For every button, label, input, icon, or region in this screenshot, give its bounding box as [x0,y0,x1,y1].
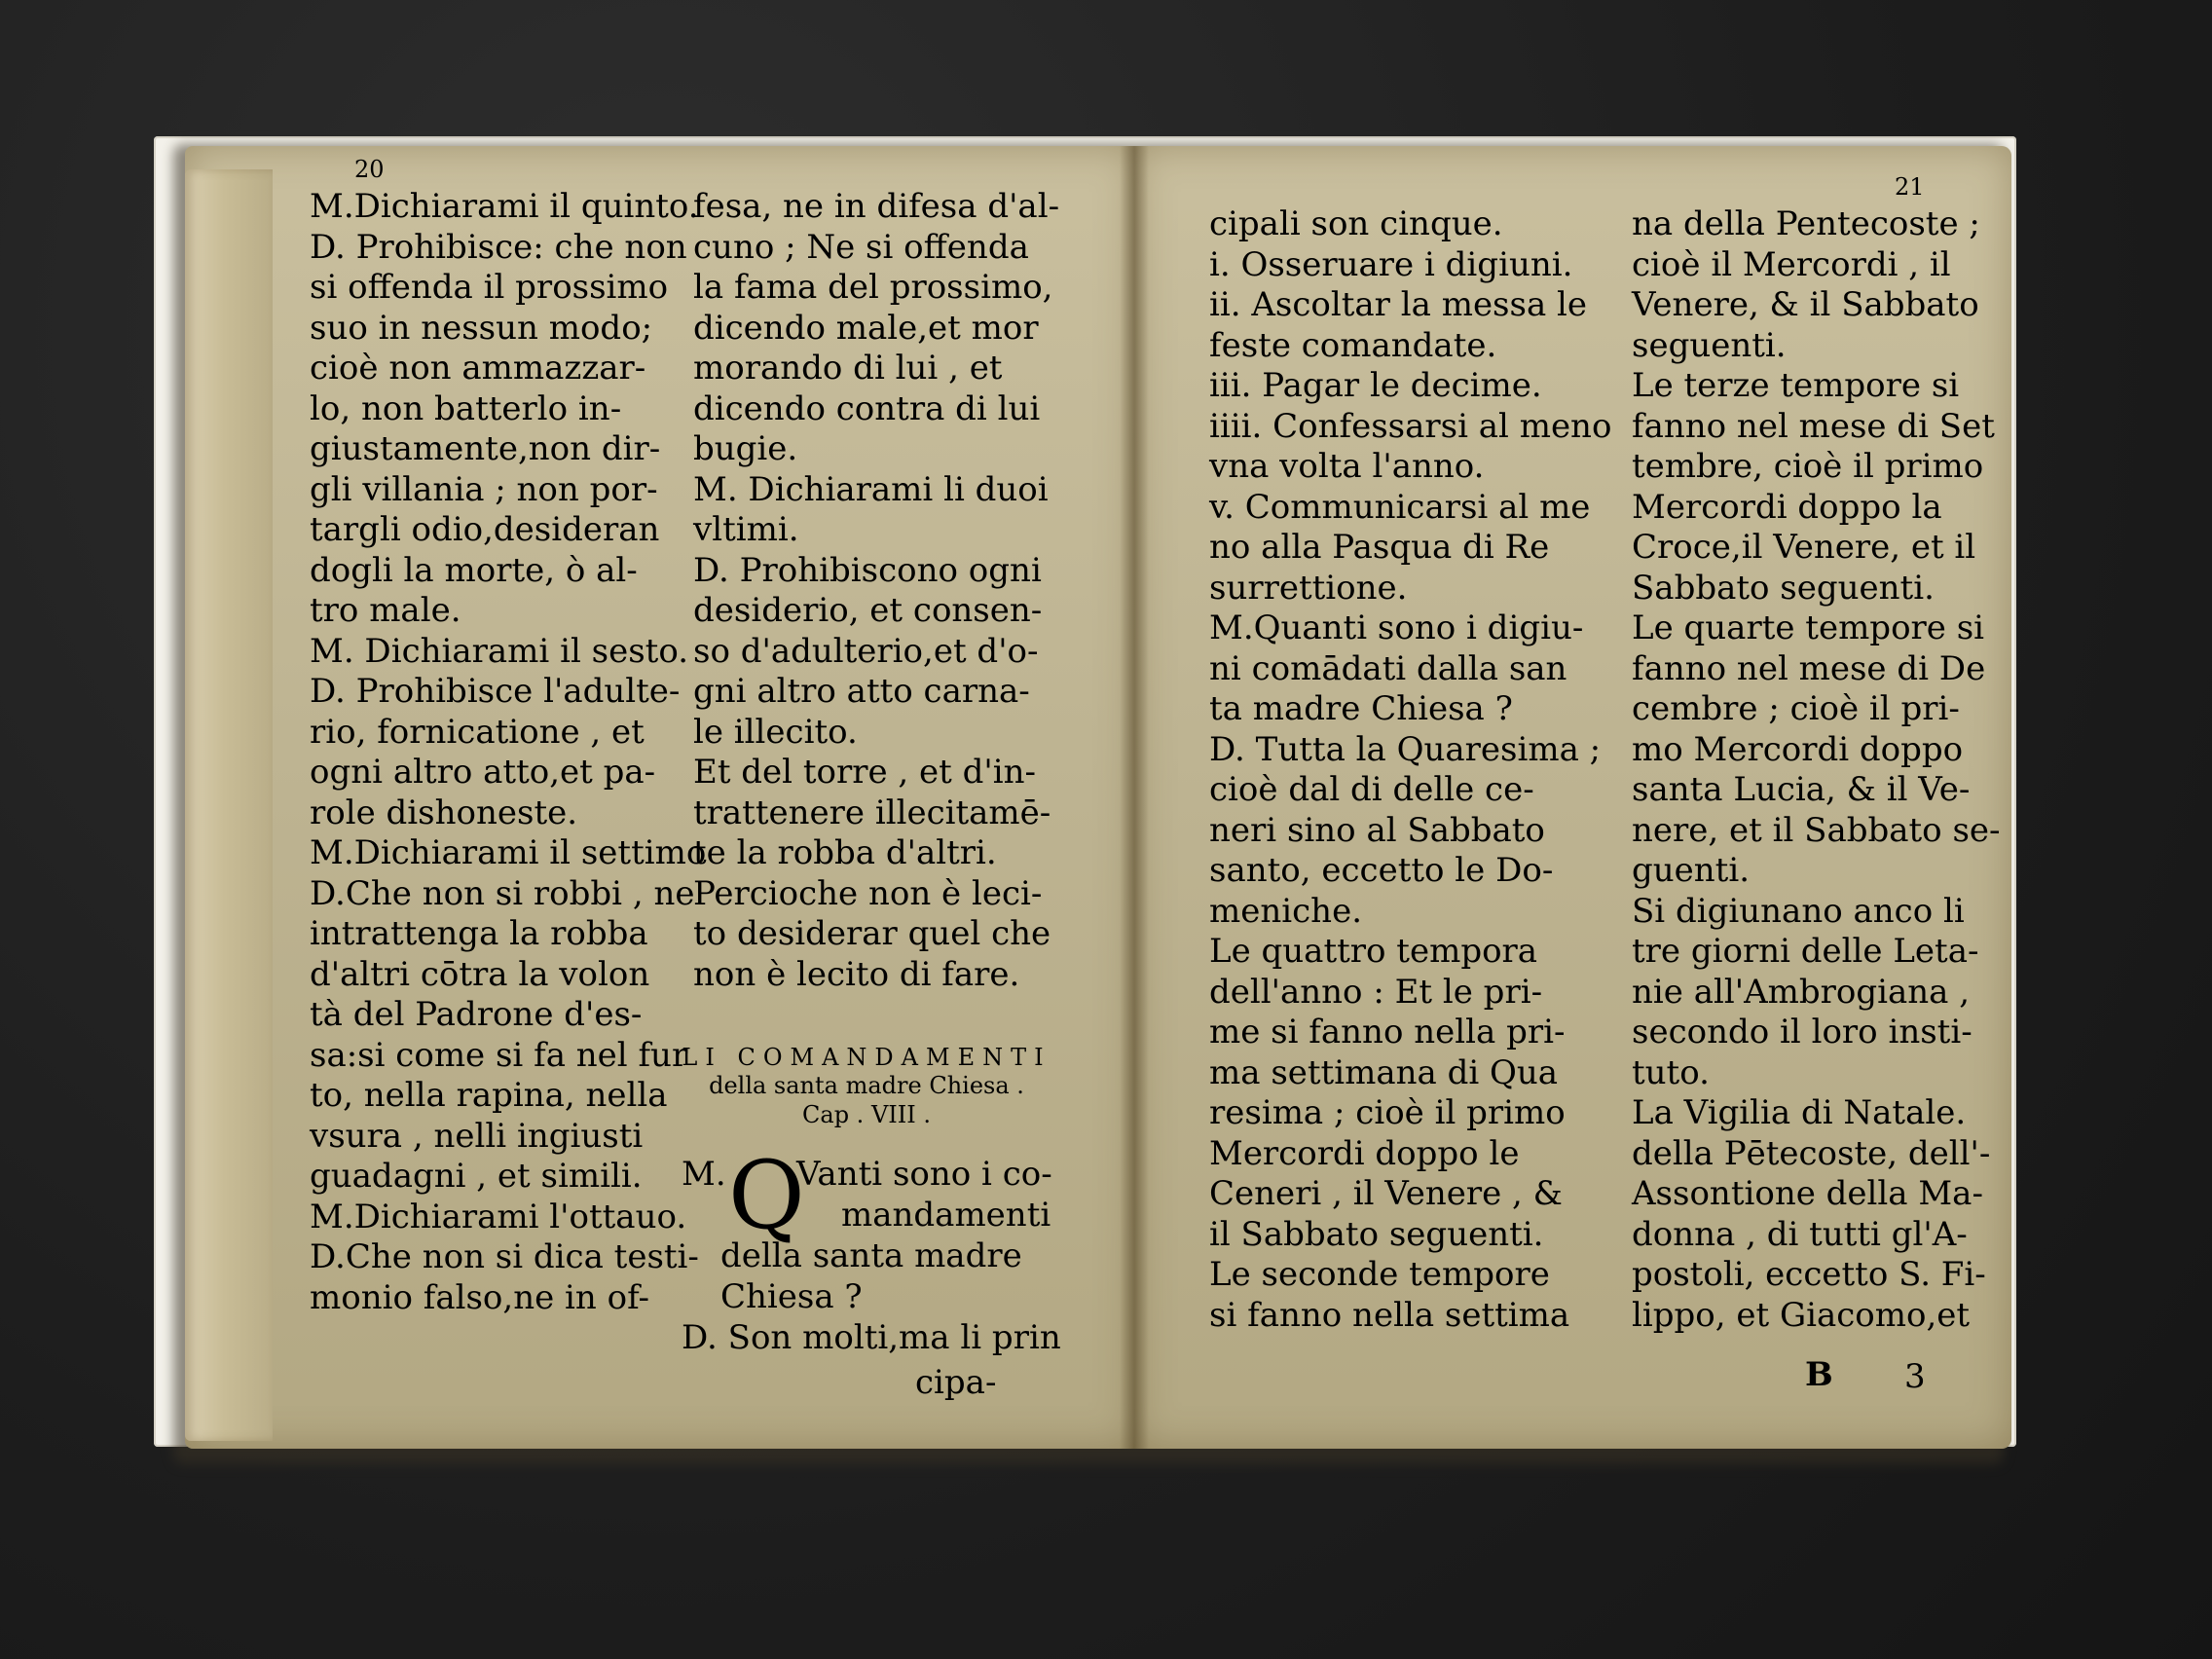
right-col2-line: Le terze tempore si [1632,366,1960,405]
left-col2-line: fesa, ne in difesa d'al- [693,187,1060,226]
right-col1-line: dell'anno : Et le pri- [1209,972,1543,1012]
left-col2-line: la fama del prossimo, [693,268,1053,307]
left-col1-line: D. Prohibisce l'adulte- [310,672,681,711]
right-col1-line: D. Tutta la Quaresima ; [1209,729,1602,769]
right-page-column-1 [1209,204,1611,1336]
left-col2-line: bugie. [693,429,798,468]
right-col1-line: ni comādati dalla san [1209,648,1567,688]
catchword: cipa- [915,1363,997,1402]
left-col1-line: tro male. [310,591,461,630]
left-col2-line: so d'adulterio,et d'o- [693,631,1039,671]
right-col2-line: cioè il Mercordi , il [1632,244,1951,284]
left-col2-line: cuno ; Ne si offenda [693,227,1029,267]
left-col1-line: d'altri cōtra la volon [310,954,650,994]
right-col1-line: me si fanno nella pri- [1209,1013,1566,1051]
right-col1-line: feste comandate. [1209,325,1497,365]
left-col1-line: si offenda il prossimo [310,268,669,307]
right-col2-line: Si digiunano anco li [1632,891,1965,931]
right-col2-line: cembre ; cioè il pri- [1632,689,1960,728]
left-col1-line: M.Dichiarami l'ottauo. [310,1197,687,1236]
right-col2-line: donna , di tutti gl'A- [1632,1214,1968,1254]
left-col1-line: intrattenga la robba [310,914,648,953]
right-col1-line: i. Osseruare i digiuni. [1209,244,1573,284]
right-col1-line: resima ; cioè il primo [1209,1093,1566,1132]
right-col2-line: secondo il loro insti- [1632,1013,1972,1051]
signature-number: 3 [1904,1357,1926,1396]
left-col1-line: M.Dichiarami il settimo [310,833,707,872]
left-col2-line: Et del torre , et d'in- [693,753,1037,792]
left-col2-line: gni altro atto carna- [693,672,1030,711]
left-col2-line: vltimi. [693,510,799,549]
right-col2-line: na della Pentecoste ; [1632,204,1980,243]
right-col2-line: nere, et il Sabbato se- [1632,810,2001,850]
right-col1-line: ii. Ascoltar la messa le [1209,285,1588,324]
left-col2-line: dicendo contra di lui [693,388,1041,428]
left-col1-line: giustamente,non dir- [310,429,661,468]
left-col1-line: suo in nessun modo; [310,308,653,348]
q-line-5: D. Son molti,ma li prin [682,1318,1061,1357]
right-col2-line: mo Mercordi doppo [1632,729,1964,769]
right-col2-line: Croce,il Venere, et il [1632,528,1976,567]
left-col1-line: rio, fornicatione , et [310,712,645,752]
q-line-3: della santa madre [720,1236,1022,1275]
left-col2-line: desiderio, et consen- [693,591,1043,630]
right-col2-line: tuto. [1632,1052,1710,1092]
left-col1-line: M. Dichiarami il sesto. [310,631,689,671]
right-col2-line: guenti. [1632,851,1751,890]
left-page-edge [185,169,273,1441]
right-col1-line: ta madre Chiesa ? [1209,689,1513,728]
q-line-2: mandamenti [841,1196,1051,1235]
right-col2-line: postoli, eccetto S. Fi- [1632,1255,1986,1294]
right-col1-line: M.Quanti sono i digiu- [1209,608,1584,647]
right-col2-line: fanno nel mese di De [1632,648,1986,688]
chapter-heading-number: Cap . VIII . [802,1101,931,1128]
left-col2-line: to desiderar quel che [693,914,1051,953]
left-col1-line: gli villania ; non por- [310,469,658,509]
right-col2-line: tembre, cioè il primo [1632,447,1984,486]
right-col2-line: della Pētecoste, dell'- [1632,1133,1991,1173]
right-col1-line: iiii. Confessarsi al meno [1209,406,1612,446]
right-col1-line: no alla Pasqua di Re [1209,528,1550,567]
left-col1-line: D. Prohibisce: che non [310,227,687,267]
right-col1-line: santo, eccetto le Do- [1209,851,1554,890]
left-col2-line: dicendo male,et mor [693,308,1039,348]
left-col2-line: Percioche non è leci- [693,873,1043,913]
right-col1-line: cioè dal di delle ce- [1209,770,1534,809]
left-col1-line: vsura , nelli ingiusti [310,1116,644,1156]
right-col2-line: Venere, & il Sabbato [1632,285,1979,324]
chapter-heading-title: LI COMANDAMENTI [682,1044,1051,1071]
signature-mark: B [1805,1355,1833,1394]
q-line-1: Vanti sono i co- [796,1155,1052,1194]
left-col1-line: D.Che non si dica testi- [310,1237,699,1276]
left-col2-line: non è lecito di fare. [693,954,1020,994]
right-page-column-2 [1632,204,2001,1336]
right-col2-line: Le quarte tempore si [1632,608,1985,647]
left-col2-line: le illecito. [693,712,858,752]
left-col1-line: cioè non ammazzar- [310,349,646,387]
page-number-left: 20 [354,156,385,183]
q-line-4: Chiesa ? [720,1277,863,1316]
right-col1-line: si fanno nella settima [1209,1295,1570,1335]
left-col2-line: D. Prohibiscono ogni [693,550,1042,590]
left-col2-line: trattenere illecitamē- [693,793,1051,832]
right-col2-line: Assontione della Ma- [1632,1174,1983,1213]
right-col2-line: santa Lucia, & il Ve- [1632,770,1971,809]
left-col1-line: dogli la morte, ò al- [310,550,638,590]
right-col1-line: cipali son cinque. [1209,204,1503,243]
speaker-m: M. [682,1155,726,1194]
right-col1-line: Mercordi doppo le [1209,1133,1520,1173]
right-col2-line: fanno nel mese di Set [1632,406,1995,446]
right-col1-line: Le quattro tempora [1209,932,1538,971]
right-col1-line: neri sino al Sabbato [1209,810,1545,850]
left-col2-line: M. Dichiarami li duoi [693,469,1049,509]
chapter-heading-subtitle: della santa madre Chiesa . [709,1072,1024,1099]
left-col1-line: tà del Padrone d'es- [310,995,643,1034]
left-col1-line: guadagni , et simili. [310,1157,643,1196]
right-col2-line: lippo, et Giacomo,et [1632,1295,1971,1335]
book-gutter [1120,146,1149,1449]
left-col1-line: D.Che non si robbi , ne [310,873,695,913]
left-page-column-2 [693,187,1059,995]
right-col1-line: ma settimana di Qua [1209,1052,1559,1092]
right-col1-line: Ceneri , il Venere , & [1209,1174,1563,1213]
left-col1-line: ogni altro atto,et pa- [310,753,656,792]
right-col1-line: vna volta l'anno. [1209,447,1485,486]
right-col2-line: seguenti. [1632,325,1787,365]
left-col2-line: morando di lui , et [693,349,1003,387]
left-col1-line: monio falso,ne in of- [310,1277,649,1317]
right-col1-line: il Sabbato seguenti. [1209,1214,1544,1254]
left-col1-line: lo, non batterlo in- [310,388,622,428]
left-col1-line: targli odio,desideran [310,510,660,549]
right-col1-line: iii. Pagar le decime. [1209,366,1542,405]
left-page-column-1 [310,187,706,1318]
left-col1-line: sa:si come si fa nel fur [310,1035,688,1075]
right-col1-line: surrettione. [1209,568,1408,608]
right-col2-line: Sabbato seguenti. [1632,568,1935,608]
right-col2-line: tre giorni delle Leta- [1632,932,1979,971]
right-col1-line: v. Communicarsi al me [1209,487,1591,527]
left-col1-line: role dishoneste. [310,793,578,832]
right-col2-line: La Vigilia di Natale. [1632,1093,1967,1132]
right-col2-line: nie all'Ambrogiana , [1632,972,1971,1012]
chapter-heading [682,1044,1051,1129]
left-col1-line: M.Dichiarami il quinto. [310,187,699,226]
page-number-right: 21 [1895,173,1925,201]
left-col1-line: to, nella rapina, nella [310,1076,668,1115]
left-col2-line: te la robba d'altri. [693,833,997,872]
right-col1-line: meniche. [1209,891,1363,931]
right-col2-line: Mercordi doppo la [1632,487,1942,527]
right-col1-line: Le seconde tempore [1209,1255,1550,1294]
drop-cap: Q [728,1141,805,1250]
